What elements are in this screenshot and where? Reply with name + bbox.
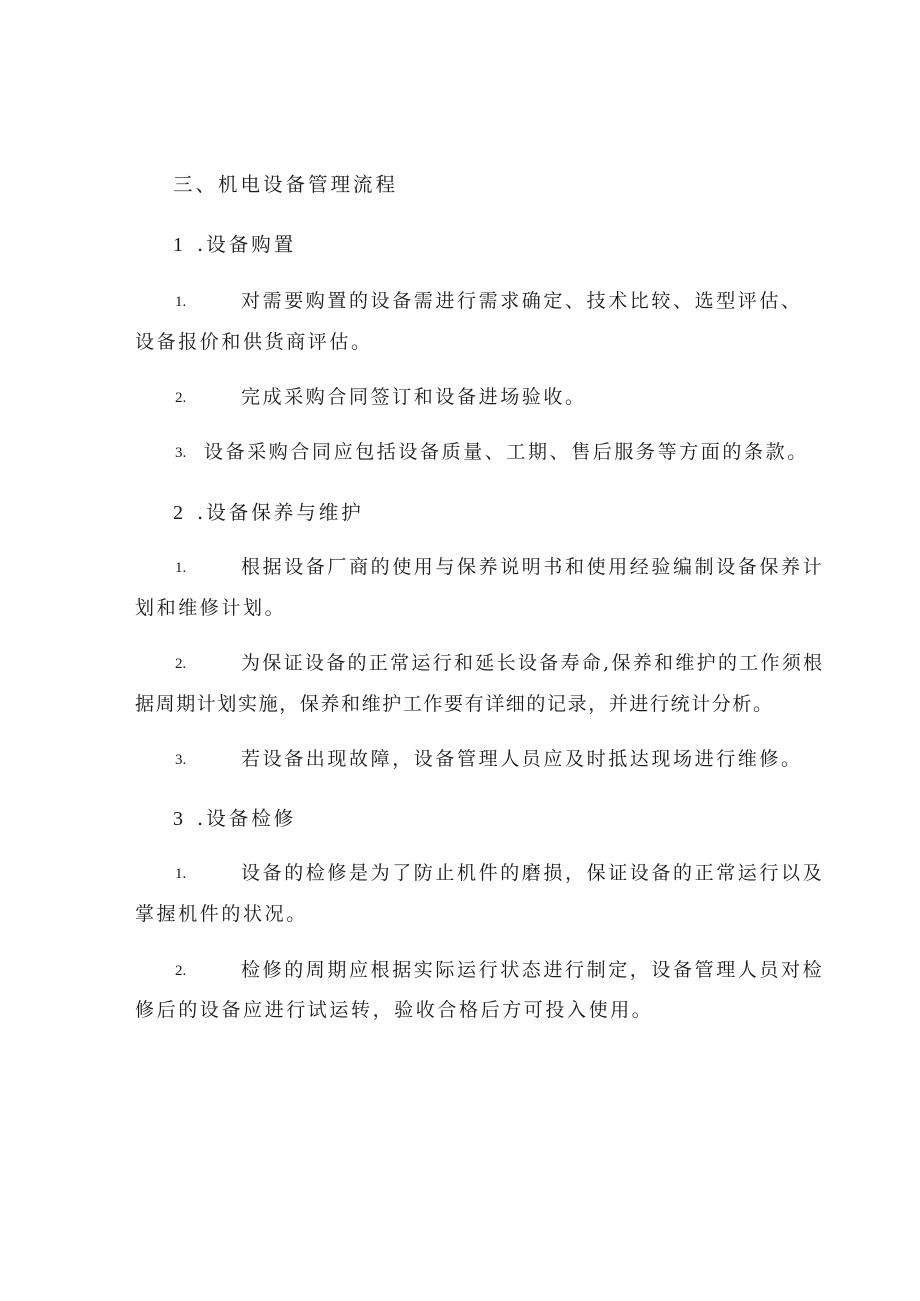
item-text: 设备采购合同应包括设备质量、工期、售后服务等方面的条款。 (204, 441, 809, 463)
item-number: 2. (175, 963, 187, 979)
item-text: 完成采购合同签订和设备进场验收。 (241, 386, 587, 408)
section-title: .设备检修 (197, 807, 297, 830)
item-text: 对需要购置的设备需进行需求确定、技术比较、选型评估、 (241, 290, 803, 312)
section-number: 3 (173, 808, 183, 830)
section-heading (173, 501, 364, 525)
item-text-continued: 划和维修计划。 (135, 597, 287, 619)
item-text-continued: 修后的设备应进行试运转，验收合格后方可投入使用。 (135, 999, 654, 1021)
section-title: .设备购置 (197, 233, 297, 256)
section-heading (173, 233, 296, 257)
item-number: 3. (175, 445, 187, 461)
item-text-continued: 据周期计划实施，保养和维护工作要有详细的记录，并进行统计分析。 (135, 693, 774, 715)
item-text: 若设备出现故障，设备管理人员应及时抵达现场进行维修。 (241, 748, 803, 770)
section-heading (173, 807, 296, 831)
item-text-continued: 设备报价和供货商评估。 (135, 331, 373, 353)
item-number: 1. (175, 294, 187, 310)
page-title: 三、机电设备管理流程 (173, 173, 399, 196)
item-text: 设备的检修是为了防止机件的磨损，保证设备的正常运行以及 (241, 862, 825, 884)
item-number: 2. (175, 390, 187, 406)
item-number: 1. (175, 866, 187, 882)
item-text: 根据设备厂商的使用与保养说明书和使用经验编制设备保养计 (241, 556, 825, 578)
item-number: 3. (175, 752, 187, 768)
item-text: 为保证设备的正常运行和延长设备寿命,保养和维护的工作须根 (241, 652, 825, 674)
section-number: 2 (173, 502, 183, 524)
section-title: .设备保养与维护 (197, 501, 364, 524)
item-number: 2. (175, 656, 187, 672)
item-text: 检修的周期应根据实际运行状态进行制定，设备管理人员对检 (241, 959, 825, 981)
item-text-continued: 掌握机件的状况。 (135, 903, 308, 925)
section-number: 1 (173, 234, 183, 256)
item-number: 1. (175, 560, 187, 576)
